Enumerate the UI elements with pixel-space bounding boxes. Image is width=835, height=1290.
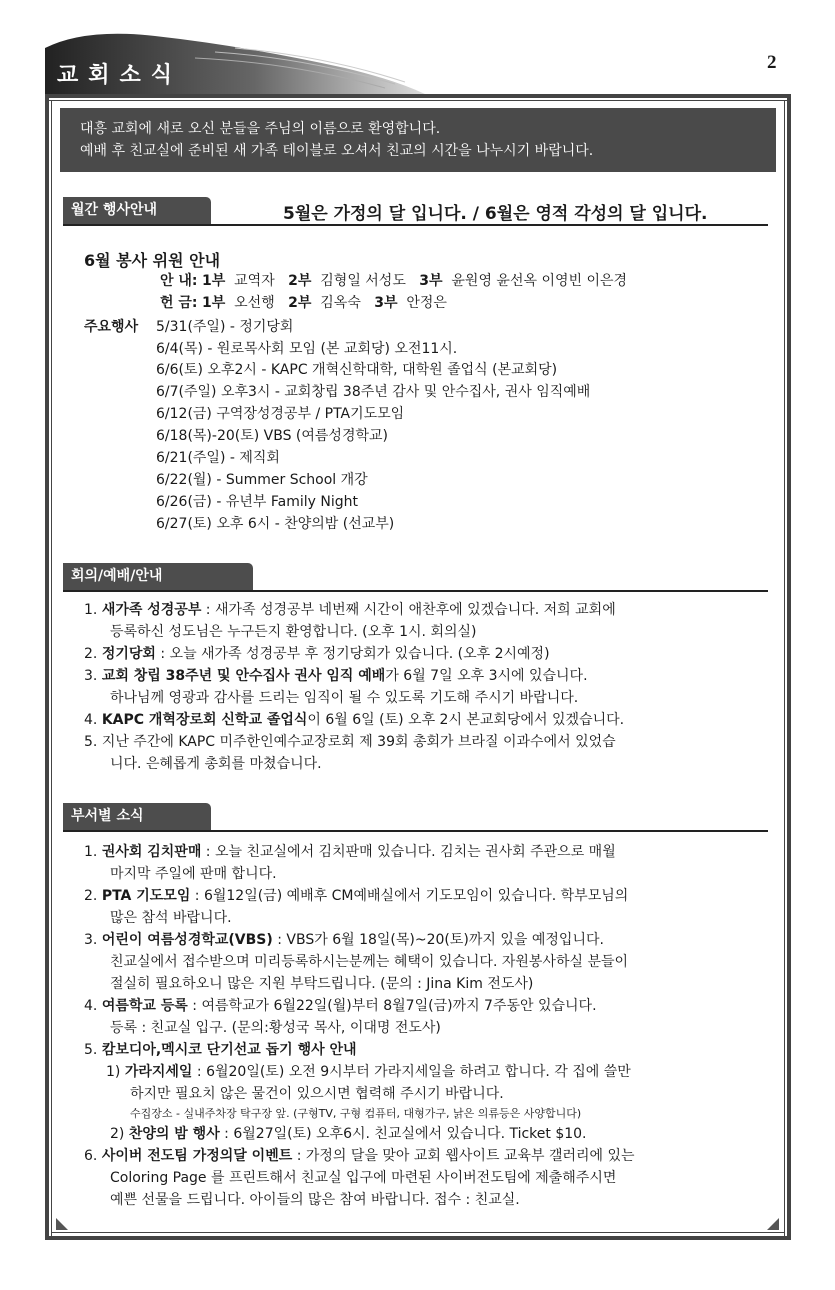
event-item: 6/7(주일) 오후3시 - 교회창립 38주년 감사 및 안수집사, 권사 임직예배 [156, 384, 591, 400]
dept-item: 1. 권사회 김치판매 : 오늘 친교실에서 김치판매 있습니다. 김치는 권사회 주관으로 매월 [84, 844, 616, 860]
event-item: 6/4(목) - 원로목사회 모임 (본 교회당) 오전11시. [156, 341, 458, 357]
notice-item: 2. 정기당회 : 오늘 새가족 성경공부 후 정기당회가 있습니다. (오후 2시예정) [84, 646, 550, 662]
dept-item-cont: 마지막 주일에 판매 합니다. [110, 866, 277, 882]
event-item: 6/27(토) 오후 6시 - 찬양의밤 (선교부) [156, 516, 395, 532]
dept-item-cont: 하지만 필요치 않은 물건이 있으시면 협력해 주시기 바랍니다. [130, 1086, 504, 1102]
dept-item: 4. 여름학교 등록 : 여름학교가 6월22일(월)부터 8월7일(금)까지 7주동안 있습니다. [84, 998, 597, 1014]
notice-item-cont: 등록하신 성도님은 누구든지 환영합니다. (오후 1시. 회의실) [110, 624, 477, 640]
dept-item: 5. 캄보디아,멕시코 단기선교 돕기 행사 안내 [84, 1042, 357, 1058]
notice-item-cont: 하나님께 영광과 감사를 드리는 임직이 될 수 있도록 기도해 주시기 바랍니다. [110, 690, 579, 706]
notice-item: 4. KAPC 개혁장로회 신학교 졸업식이 6월 6일 (토) 오후 2시 본교회당에서 있겠습니다. [84, 712, 625, 728]
event-item: 6/18(목)-20(토) VBS (여름성경학교) [156, 428, 388, 444]
event-item: 6/12(금) 구역장성경공부 / PTA기도모임 [156, 406, 405, 422]
dept-item: 2. PTA 기도모임 : 6월12일(금) 예배후 CM예배실에서 기도모임이 있습니다. 학부모님의 [84, 888, 629, 904]
event-item: 6/21(주일) - 제직회 [156, 450, 280, 466]
dept-subitem: 2) 찬양의 밤 행사 : 6월27일(토) 오후6시. 친교실에서 있습니다. Ticket $10. [110, 1126, 587, 1142]
dept-item-cont: 등록 : 친교실 입구. (문의:황성국 목사, 이대명 전도사) [110, 1020, 441, 1036]
frame-border-left [45, 94, 49, 1240]
frame-border-top [45, 94, 791, 98]
corner-ornament-right [767, 1218, 779, 1230]
frame-border-left-inner [51, 100, 52, 1240]
events-label: 주요행사 [84, 319, 139, 335]
usher-row: 안 내: 1부 교역자 2부 김형일 서성도 3부 윤원영 윤선옥 이영빈 이은경 [160, 273, 628, 289]
tab-departments: 부서별 소식 [63, 803, 211, 830]
dept-item-cont: 많은 참석 바랍니다. [110, 910, 232, 926]
event-item: 5/31(주일) - 정기당회 [156, 319, 294, 335]
frame-border-bottom [45, 1236, 791, 1240]
notice-item-cont: 니다. 은혜롭게 총회를 마쳤습니다. [110, 756, 322, 772]
dept-item: 6. 사이버 전도팀 가정의달 이벤트 : 가정의 달을 맞아 교회 웹사이트 교육부 갤러리에 있는 [84, 1148, 635, 1164]
dept-note: 수집장소 - 실내주차장 탁구장 앞. (구형TV, 구형 컴퓨터, 대형가구, 낡은 의류등은 사양합니다) [130, 1107, 582, 1120]
page-number: 2 [767, 52, 777, 73]
notice-item: 1. 새가족 성경공부 : 새가족 성경공부 네번째 시간이 애찬후에 있겠습니다. 저희 교회에 [84, 602, 616, 618]
notice-item: 5. 지난 주간에 KAPC 미주한인예수교장로회 제 39회 총회가 브라질 이과수에서 있었습 [84, 734, 616, 750]
welcome-line: 대흥 교회에 새로 오신 분들을 주님의 이름으로 환영합니다. [80, 121, 441, 137]
offering-row: 헌 금: 1부 오선행 2부 김옥숙 3부 안정은 [160, 295, 447, 311]
welcome-box [60, 108, 776, 172]
tab-meetings: 회의/예배/안내 [63, 563, 253, 590]
corner-ornament-left [56, 1218, 68, 1230]
section-divider [63, 224, 768, 226]
monthly-headline: 5월은 가정의 달 입니다. / 6월은 영적 각성의 달 입니다. [283, 204, 708, 224]
frame-border-bottom-inner [51, 1232, 785, 1233]
event-item: 6/6(토) 오후2시 - KAPC 개혁신학대학, 대학원 졸업식 (본교회당) [156, 362, 558, 378]
event-item: 6/22(월) - Summer School 개강 [156, 472, 368, 488]
service-title: 6월 봉사 위원 안내 [84, 251, 221, 270]
welcome-line: 예배 후 친교실에 준비된 새 가족 테이블로 오셔서 친교의 시간을 나누시기 바랍니다. [80, 143, 594, 159]
section-divider [63, 590, 768, 592]
section-divider [63, 830, 768, 832]
dept-item-cont: 예쁜 선물을 드립니다. 아이들의 많은 참여 바랍니다. 접수 : 친교실. [110, 1192, 520, 1208]
dept-item: 3. 어린이 여름성경학교(VBS) : VBS가 6월 18일(목)~20(토)까지 있을 예정입니다. [84, 932, 604, 948]
event-item: 6/26(금) - 유년부 Family Night [156, 494, 358, 510]
dept-subitem: 1) 가라지세일 : 6월20일(토) 오전 9시부터 가라지세일을 하려고 합니다. 각 집에 쓸만 [106, 1064, 631, 1080]
frame-border-right [787, 94, 791, 1240]
dept-item-cont: 친교실에서 접수받으며 미리등록하시는분께는 혜택이 있습니다. 자원봉사하실 분들이 [110, 954, 629, 970]
dept-item-cont: Coloring Page 를 프린트해서 친교실 입구에 마련된 사이버전도팀에 제출해주시면 [110, 1170, 617, 1186]
frame-border-top-inner [45, 100, 791, 101]
notice-item: 3. 교회 창립 38주년 및 안수집사 권사 임직 예배가 6월 7일 오후 3시에 있습니다. [84, 668, 588, 684]
dept-item-cont: 절실히 필요하오니 많은 지원 부탁드립니다. (문의 : Jina Kim 전도사) [110, 976, 534, 992]
frame-border-right-inner [784, 100, 785, 1240]
section-title: 교회소식 [57, 62, 183, 88]
tab-monthly-events: 월간 행사안내 [63, 197, 211, 224]
